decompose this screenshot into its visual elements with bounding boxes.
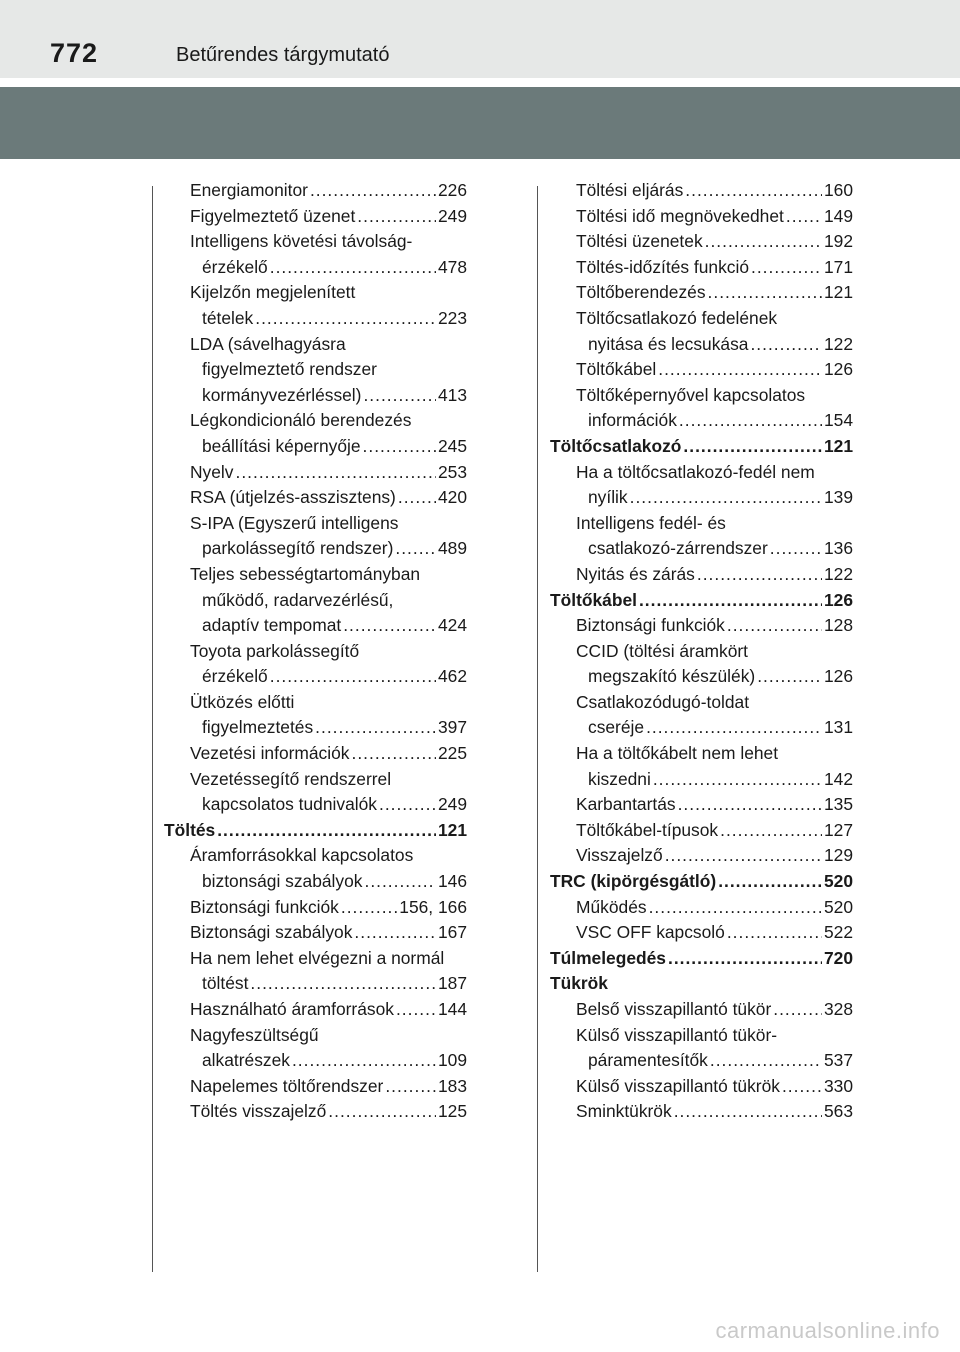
entry-page-number: 225	[437, 743, 467, 764]
entry-page-number: 413	[437, 384, 467, 405]
index-entry	[164, 843, 467, 869]
leader-dots	[727, 613, 822, 639]
index-entry	[550, 690, 853, 716]
index-entry	[164, 178, 467, 204]
index-entry	[550, 255, 853, 281]
entry-text: Energiamonitor	[190, 180, 308, 200]
index-entry	[550, 639, 853, 665]
entry-page-number: 192	[823, 231, 853, 252]
entry-text: Töltés-időzítés funkció	[576, 256, 750, 277]
index-entry	[164, 383, 467, 409]
index-entry	[550, 920, 853, 946]
leader-dots	[720, 818, 822, 844]
entry-text: Vezetési információk	[190, 743, 350, 764]
entry-text: Figyelmeztető üzenet	[190, 205, 356, 226]
entry-text: Csatlakozódugó-toldat	[576, 691, 750, 712]
entry-page-number: 160	[823, 180, 853, 200]
entry-page-number: 522	[823, 922, 853, 943]
index-entry	[550, 511, 853, 537]
entry-text: figyelmeztetés	[202, 717, 314, 738]
entry-text: információk	[588, 410, 677, 431]
header-band	[0, 87, 960, 159]
section-title: Betűrendes tárgymutató	[176, 44, 390, 66]
entry-text: Teljes sebességtartományban	[190, 563, 421, 584]
index-entry	[164, 434, 467, 460]
index-entry	[550, 204, 853, 230]
leader-dots	[398, 485, 436, 511]
entry-text: kormányvezérléssel)	[202, 384, 362, 405]
entry-page-number: 139	[823, 487, 853, 508]
entry-page-number: 146	[437, 871, 467, 892]
leader-dots	[718, 869, 822, 895]
entry-text: tételek	[202, 307, 254, 328]
leader-dots	[217, 818, 436, 844]
leader-dots	[786, 204, 822, 230]
index-entry	[164, 562, 467, 588]
entry-page-number: 563	[823, 1101, 853, 1122]
leader-dots	[328, 1099, 436, 1125]
leader-dots	[396, 997, 436, 1023]
index-entry	[164, 357, 467, 383]
leader-dots	[697, 562, 822, 588]
entry-text: biztonsági szabályok	[202, 871, 363, 892]
entry-page-number: 328	[823, 999, 853, 1019]
leader-dots	[363, 434, 436, 460]
leader-dots	[270, 255, 436, 281]
entry-page-number: 520	[823, 871, 853, 892]
index-heading	[550, 434, 853, 460]
index-entry	[164, 946, 467, 972]
entry-text: RSA (útjelzés-asszisztens)	[190, 487, 396, 508]
index-entry	[164, 332, 467, 358]
entry-text: Töltőcsatlakozó fedelének	[576, 307, 778, 328]
leader-dots	[653, 767, 822, 793]
index-entry	[164, 1099, 467, 1125]
index-entry	[550, 818, 853, 844]
entry-text: Nyitás és zárás	[576, 563, 695, 584]
entry-text: Külső visszapillantó tükör-	[576, 1024, 778, 1045]
entry-text: Töltőképernyővel kapcsolatos	[576, 384, 806, 405]
entry-text: kiszedni	[588, 768, 651, 789]
entry-text: Vezetéssegítő rendszerrel	[190, 768, 392, 789]
entry-page-number: 129	[823, 845, 853, 866]
index-heading	[550, 869, 853, 895]
index-entry	[550, 664, 853, 690]
entry-page-number: 183	[437, 1075, 467, 1096]
index-entry	[164, 306, 467, 332]
entry-text: adaptív tempomat	[202, 615, 342, 636]
leader-dots	[685, 178, 822, 204]
entry-page-number: 249	[437, 205, 467, 226]
entry-text: LDA (sávelhagyásra	[190, 333, 346, 354]
entry-text: Toyota parkolássegítő	[190, 640, 360, 661]
index-entry	[550, 408, 853, 434]
left-column-rule	[152, 186, 153, 1272]
leader-dots	[250, 971, 436, 997]
leader-dots	[270, 664, 436, 690]
index-entry	[550, 357, 853, 383]
index-entry	[164, 536, 467, 562]
leader-dots	[646, 715, 822, 741]
index-entry	[550, 613, 853, 639]
entry-page-number: 154	[823, 410, 853, 431]
leader-dots	[658, 357, 822, 383]
entry-page-number: 126	[823, 359, 853, 380]
entry-page-number: 167	[437, 922, 467, 943]
index-entry	[550, 306, 853, 332]
entry-page-number: 187	[437, 973, 467, 994]
entry-text: kapcsolatos tudnivalók	[202, 794, 377, 815]
entry-text: Töltés visszajelző	[190, 1101, 327, 1122]
entry-page-number: 149	[823, 205, 853, 226]
page-number: 772	[50, 38, 99, 68]
right-column-rule	[537, 186, 538, 1272]
index-entry	[550, 997, 853, 1023]
leader-dots	[352, 741, 436, 767]
index-entry	[164, 485, 467, 511]
entry-text: Töltőkábel	[550, 589, 637, 610]
index-entry	[164, 971, 467, 997]
index-entry	[164, 460, 467, 486]
entry-text: megszakító készülék)	[588, 666, 756, 687]
index-entry	[550, 741, 853, 767]
leader-dots	[649, 895, 822, 921]
entry-page-number: 126	[823, 589, 853, 610]
leader-dots	[782, 1074, 822, 1100]
entry-text: Karbantartás	[576, 794, 676, 815]
leader-dots	[292, 1048, 436, 1074]
leader-dots	[727, 920, 822, 946]
entry-text: Ha a töltőkábelt nem lehet	[576, 743, 779, 764]
entry-page-number: 520	[823, 896, 853, 917]
leader-dots	[668, 946, 822, 972]
entry-text: Napelemes töltőrendszer	[190, 1075, 384, 1096]
index-entry	[164, 613, 467, 639]
index-entry	[164, 511, 467, 537]
entry-text: Intelligens fedél- és	[576, 512, 726, 533]
index-entry	[550, 895, 853, 921]
entry-text: cseréje	[588, 717, 645, 738]
entry-text: figyelmeztető rendszer	[202, 359, 377, 380]
leader-dots	[341, 895, 397, 921]
entry-text: Ütközés előtti	[190, 691, 295, 712]
entry-text: Intelligens követési távolság-	[190, 231, 413, 252]
index-entry	[550, 280, 853, 306]
entry-text: Sminktükrök	[576, 1101, 672, 1122]
entry-text: alkatrészek	[202, 1050, 290, 1071]
entry-text: Kijelzőn megjelenített	[190, 282, 356, 303]
index-entry	[550, 843, 853, 869]
index-entry	[164, 895, 467, 921]
entry-page-number: 462	[437, 666, 467, 687]
leader-dots	[770, 536, 822, 562]
index-entry	[164, 255, 467, 281]
entry-page-number: 136	[823, 538, 853, 559]
index-entry	[164, 792, 467, 818]
index-entry	[164, 715, 467, 741]
entry-text: Ha a töltőcsatlakozó-fedél nem	[576, 461, 815, 482]
index-entry	[164, 639, 467, 665]
index-entry	[550, 1074, 853, 1100]
entry-text: Áramforrásokkal kapcsolatos	[190, 845, 414, 866]
index-column-left	[164, 178, 467, 1125]
index-heading	[550, 971, 853, 997]
leader-dots	[705, 229, 822, 255]
entry-text: csatlakozó-zárrendszer	[588, 538, 768, 559]
entry-text: nyílik	[588, 487, 628, 508]
entry-page-number: 226	[437, 180, 467, 200]
entry-page-number: 122	[823, 563, 853, 584]
index-entry	[550, 536, 853, 562]
index-entry	[550, 792, 853, 818]
leader-dots	[357, 204, 436, 230]
index-entry	[550, 1099, 853, 1125]
index-heading	[164, 818, 467, 844]
entry-page-number: 249	[437, 794, 467, 815]
entry-page-number: 128	[823, 615, 853, 636]
entry-text: Működés	[576, 896, 647, 917]
index-entry	[550, 485, 853, 511]
entry-page-number: 125	[437, 1101, 467, 1122]
entry-text: TRC (kipörgésgátló)	[550, 871, 717, 892]
index-entry	[164, 1074, 467, 1100]
entry-page-number: 420	[437, 487, 467, 508]
index-entry	[550, 1048, 853, 1074]
index-entry	[550, 332, 853, 358]
leader-dots	[679, 408, 822, 434]
entry-page-number: 109	[437, 1050, 467, 1071]
leader-dots	[710, 1048, 822, 1074]
index-entry	[164, 204, 467, 230]
entry-text: Biztonsági funkciók	[576, 615, 725, 636]
entry-text: Töltési idő megnövekedhet	[576, 205, 784, 226]
entry-page-number: 122	[823, 333, 853, 354]
entry-page-number: 126	[823, 666, 853, 687]
entry-text: beállítási képernyője	[202, 435, 361, 456]
entry-text: Töltési üzenetek	[576, 231, 703, 252]
index-entry	[164, 869, 467, 895]
index-entry	[164, 741, 467, 767]
leader-dots	[773, 997, 822, 1023]
entry-text: Töltőkábel	[576, 359, 657, 380]
leader-dots	[364, 869, 436, 895]
leader-dots	[750, 332, 822, 358]
index-entry	[164, 588, 467, 614]
entry-text: működő, radarvezérlésű,	[202, 589, 394, 610]
index-entry	[164, 997, 467, 1023]
entry-text: Töltési eljárás	[576, 180, 684, 200]
index-entry	[550, 715, 853, 741]
leader-dots	[363, 383, 436, 409]
leader-dots	[674, 1099, 822, 1125]
entry-page-number: 424	[437, 615, 467, 636]
index-entry	[164, 229, 467, 255]
entry-text: Belső visszapillantó tükör	[576, 999, 772, 1019]
entry-text: Töltőkábel-típusok	[576, 819, 719, 840]
leader-dots	[630, 485, 822, 511]
entry-page-number: 131	[823, 717, 853, 738]
index-entry	[550, 1023, 853, 1049]
entry-text: Visszajelző	[576, 845, 663, 866]
leader-dots	[255, 306, 436, 332]
index-entry	[164, 767, 467, 793]
entry-page-number: 223	[437, 307, 467, 328]
leader-dots	[665, 843, 822, 869]
leader-dots	[683, 434, 822, 460]
entry-page-number: 720	[823, 947, 853, 968]
entry-text: CCID (töltési áramkört	[576, 640, 749, 661]
index-column-right	[550, 178, 853, 1125]
entry-page-number: 121	[823, 282, 853, 303]
entry-page-number: 489	[437, 538, 467, 559]
entry-text: páramentesítők	[588, 1050, 708, 1071]
entry-text: Külső visszapillantó tükrök	[576, 1075, 780, 1096]
entry-text: Biztonsági szabályok	[190, 922, 353, 943]
leader-dots	[310, 178, 436, 204]
leader-dots	[639, 588, 822, 614]
index-heading	[550, 588, 853, 614]
entry-page-number: 253	[437, 461, 467, 482]
entry-page-number: 142	[823, 768, 853, 789]
entry-text: Nyelv	[190, 461, 234, 482]
entry-page-number: 135	[823, 794, 853, 815]
leader-dots	[379, 792, 436, 818]
entry-text: érzékelő	[202, 666, 268, 687]
leader-dots	[236, 460, 436, 486]
entry-text: Tükrök	[550, 973, 608, 994]
index-entry	[550, 460, 853, 486]
entry-text: Nagyfeszültségű	[190, 1024, 319, 1045]
entry-page-number: 144	[437, 999, 467, 1019]
entry-page-number: 121	[823, 435, 853, 456]
index-entry	[164, 1048, 467, 1074]
leader-dots	[678, 792, 822, 818]
index-entry	[164, 280, 467, 306]
entry-text: parkolássegítő rendszer)	[202, 538, 394, 559]
entry-text: Biztonsági funkciók	[190, 896, 339, 917]
entry-page-number: 156, 166	[399, 896, 467, 917]
index-entry	[550, 767, 853, 793]
index-entry	[550, 383, 853, 409]
entry-text: Használható áramforrások	[190, 999, 394, 1019]
index-entry	[164, 690, 467, 716]
index-entry	[550, 562, 853, 588]
index-entry	[550, 229, 853, 255]
entry-text: töltést	[202, 973, 249, 994]
entry-text: Töltés	[164, 819, 216, 840]
entry-text: Töltőberendezés	[576, 282, 706, 303]
entry-text: nyitása és lecsukása	[588, 333, 749, 354]
index-entry	[550, 178, 853, 204]
entry-page-number: 478	[437, 256, 467, 277]
watermark: carmanualsonline.info	[715, 1318, 940, 1343]
entry-text: érzékelő	[202, 256, 268, 277]
leader-dots	[315, 715, 436, 741]
entry-page-number: 127	[823, 819, 853, 840]
entry-text: Túlmelegedés	[550, 947, 666, 968]
leader-dots	[757, 664, 822, 690]
entry-page-number: 537	[823, 1050, 853, 1071]
entry-text: Ha nem lehet elvégezni a normál	[190, 947, 445, 968]
leader-dots	[751, 255, 822, 281]
page-header	[0, 0, 960, 78]
index-entry	[164, 1023, 467, 1049]
entry-page-number: 121	[437, 819, 467, 840]
entry-page-number: 397	[437, 717, 467, 738]
entry-text: S-IPA (Egyszerű intelligens	[190, 512, 399, 533]
index-heading	[550, 946, 853, 972]
index-entry	[164, 920, 467, 946]
leader-dots	[708, 280, 822, 306]
index-entry	[164, 408, 467, 434]
leader-dots	[395, 536, 436, 562]
leader-dots	[354, 920, 436, 946]
leader-dots	[343, 613, 436, 639]
entry-text: Töltőcsatlakozó	[550, 435, 682, 456]
entry-page-number: 330	[823, 1075, 853, 1096]
leader-dots	[385, 1074, 436, 1100]
index-entry	[164, 664, 467, 690]
entry-text: VSC OFF kapcsoló	[576, 922, 725, 943]
entry-text: Légkondicionáló berendezés	[190, 410, 412, 431]
entry-page-number: 171	[823, 256, 853, 277]
entry-page-number: 245	[437, 435, 467, 456]
